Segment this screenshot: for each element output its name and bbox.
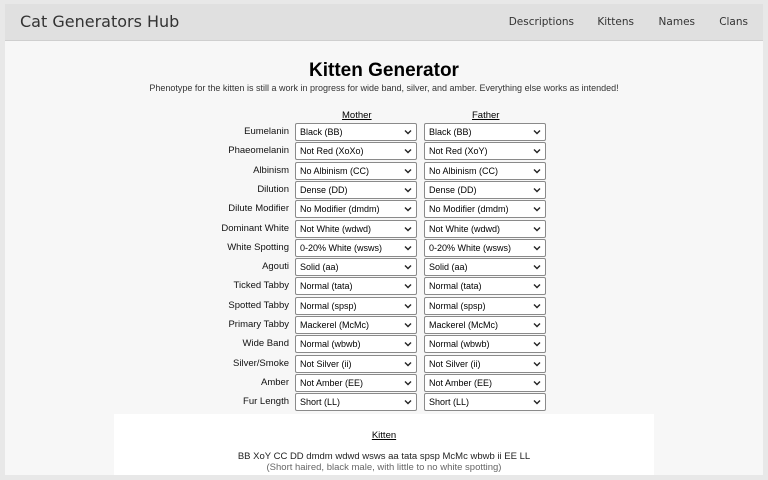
selected-value: Not Silver (ii) [429, 358, 481, 369]
gene-row-dilution [5, 181, 763, 200]
chevron-down-icon [404, 303, 412, 309]
selected-value: No Modifier (dmdm) [300, 204, 380, 215]
kitten-phenotype: (Short haired, black male, with little to no white spotting) [266, 462, 502, 473]
chevron-down-icon [404, 187, 412, 193]
chevron-down-icon [533, 303, 541, 309]
chevron-down-icon [404, 226, 412, 232]
nav-link-kittens[interactable]: Kittens [597, 16, 634, 28]
selected-value: Mackerel (McMc) [429, 320, 498, 330]
selected-value: No Albinism (CC) [300, 165, 370, 176]
mother-column-header: Mother [342, 110, 372, 121]
gene-row-eumelanin [5, 123, 763, 142]
gene-row-amber [5, 374, 763, 393]
chevron-down-icon [533, 283, 541, 289]
father-eumelanin-select[interactable] [424, 123, 546, 141]
selected-value: Not Red (XoXo) [300, 146, 364, 157]
gene-label: Dominant White [221, 222, 289, 234]
gene-row-albinism [5, 162, 763, 181]
kitten-heading: Kitten [371, 430, 397, 441]
gene-row-silver-smoke [5, 355, 763, 374]
chevron-down-icon [533, 226, 541, 232]
nav-link-descriptions[interactable]: Descriptions [508, 16, 574, 28]
gene-label: Dilute Modifier [228, 203, 289, 215]
father-white-spotting-select[interactable] [424, 239, 546, 257]
chevron-down-icon [533, 168, 541, 174]
selected-value: No Modifier (dmdm) [429, 204, 509, 215]
selected-value: Normal (wbwb) [429, 339, 490, 350]
chevron-down-icon [404, 129, 412, 135]
chevron-down-icon [404, 399, 412, 405]
selected-value: Normal (tata) [429, 281, 482, 292]
gene-label: Phaeomelanin [228, 145, 289, 157]
chevron-down-icon [404, 168, 412, 174]
selected-value: 0-20% White (wsws) [300, 242, 383, 253]
selected-value: Solid (aa) [429, 262, 468, 273]
selected-value: Not Amber (EE) [300, 377, 364, 388]
mother-dominant-white-select[interactable] [295, 220, 417, 238]
father-ticked-tabby-select[interactable] [424, 277, 546, 295]
gene-label: Wide Band [242, 338, 289, 350]
gene-label: Fur Length [243, 396, 289, 408]
chevron-down-icon [533, 206, 541, 212]
mother-dilution-select[interactable] [295, 181, 417, 199]
gene-label: White Spotting [227, 241, 289, 253]
selected-value: Black (BB) [429, 127, 472, 137]
nav-link-names[interactable]: Names [658, 16, 695, 28]
selected-value: Dense (DD) [429, 184, 477, 195]
mother-amber-select[interactable] [295, 374, 417, 392]
gene-label: Amber [261, 376, 289, 388]
father-primary-tabby-select[interactable] [424, 316, 546, 334]
mother-dilute-modifier-select[interactable] [295, 200, 417, 218]
father-phaeomelanin-select[interactable] [424, 142, 546, 160]
mother-silver-smoke-select[interactable] [295, 355, 417, 373]
chevron-down-icon [404, 264, 412, 270]
selected-value: Normal (wbwb) [300, 339, 361, 350]
chevron-down-icon [404, 380, 412, 386]
father-silver-smoke-select[interactable] [424, 355, 546, 373]
selected-value: Not Red (XoY) [429, 146, 488, 157]
father-agouti-select[interactable] [424, 258, 546, 276]
selected-value: Not White (wdwd) [300, 223, 372, 234]
chevron-down-icon [533, 148, 541, 154]
gene-label: Albinism [253, 164, 289, 176]
father-albinism-select[interactable] [424, 162, 546, 180]
gene-row-spotted-tabby [5, 297, 763, 316]
selected-value: Solid (aa) [300, 262, 339, 273]
navbar [5, 4, 763, 41]
main-content [5, 41, 763, 475]
chevron-down-icon [533, 380, 541, 386]
gene-row-ticked-tabby [5, 277, 763, 296]
chevron-down-icon [533, 322, 541, 328]
selected-value: Normal (spsp) [300, 300, 357, 311]
chevron-down-icon [404, 341, 412, 347]
mother-wide-band-select[interactable] [295, 335, 417, 353]
gene-label: Dilution [257, 183, 289, 195]
chevron-down-icon [404, 148, 412, 154]
father-column-header: Father [472, 110, 500, 121]
selected-value: Not White (wdwd) [429, 223, 501, 234]
chevron-down-icon [533, 399, 541, 405]
selected-value: Not Amber (EE) [429, 377, 493, 388]
gene-row-phaeomelanin [5, 142, 763, 161]
gene-row-white-spotting [5, 239, 763, 258]
father-amber-select[interactable] [424, 374, 546, 392]
mother-ticked-tabby-select[interactable] [295, 277, 417, 295]
chevron-down-icon [404, 322, 412, 328]
selected-value: Short (LL) [429, 397, 470, 408]
father-wide-band-select[interactable] [424, 335, 546, 353]
mother-primary-tabby-select[interactable] [295, 316, 417, 334]
gene-row-agouti [5, 258, 763, 277]
chevron-down-icon [533, 187, 541, 193]
selected-value: Black (BB) [300, 127, 343, 137]
nav-link-clans[interactable]: Clans [719, 16, 748, 28]
selected-value: Normal (spsp) [429, 300, 486, 311]
gene-row-primary-tabby [5, 316, 763, 335]
mother-agouti-select[interactable] [295, 258, 417, 276]
chevron-down-icon [533, 361, 541, 367]
mother-spotted-tabby-select[interactable] [295, 297, 417, 315]
page-subtitle: Phenotype for the kitten is still a work in progress for wide band, silver, and amber. Everything else works as intended! [149, 83, 619, 93]
selected-value: Dense (DD) [300, 184, 348, 195]
selected-value: 0-20% White (wsws) [429, 242, 512, 253]
chevron-down-icon [404, 283, 412, 289]
gene-label: Silver/Smoke [233, 357, 289, 369]
selected-value: Normal (tata) [300, 281, 353, 292]
gene-label: Eumelanin [244, 126, 289, 137]
mother-phaeomelanin-select[interactable] [295, 142, 417, 160]
selected-value: Not Silver (ii) [300, 358, 352, 369]
brand-logo[interactable]: Cat Generators Hub [20, 12, 180, 31]
mother-white-spotting-select[interactable] [295, 239, 417, 257]
selected-value: No Albinism (CC) [429, 165, 499, 176]
gene-row-dilute-modifier [5, 200, 763, 219]
father-dilution-select[interactable] [424, 181, 546, 199]
father-dilute-modifier-select[interactable] [424, 200, 546, 218]
chevron-down-icon [533, 341, 541, 347]
page-title: Kitten Generator [309, 60, 459, 81]
chevron-down-icon [533, 129, 541, 135]
chevron-down-icon [533, 245, 541, 251]
father-dominant-white-select[interactable] [424, 220, 546, 238]
gene-label: Ticked Tabby [233, 280, 289, 292]
chevron-down-icon [404, 206, 412, 212]
mother-albinism-select[interactable] [295, 162, 417, 180]
gene-row-wide-band [5, 335, 763, 354]
gene-row-dominant-white [5, 220, 763, 239]
chevron-down-icon [404, 245, 412, 251]
chevron-down-icon [533, 264, 541, 270]
gene-row-fur-length [5, 393, 763, 412]
father-fur-length-select[interactable] [424, 393, 546, 411]
gene-label: Agouti [262, 261, 289, 273]
mother-fur-length-select[interactable] [295, 393, 417, 411]
father-spotted-tabby-select[interactable] [424, 297, 546, 315]
mother-eumelanin-select[interactable] [295, 123, 417, 141]
gene-label: Spotted Tabby [228, 299, 289, 311]
selected-value: Mackerel (McMc) [300, 320, 369, 330]
gene-label: Primary Tabby [228, 319, 289, 330]
selected-value: Short (LL) [300, 397, 341, 408]
chevron-down-icon [404, 361, 412, 367]
kitten-result-panel [114, 414, 654, 475]
kitten-genotype: BB XoY CC DD dmdm wdwd wsws aa tata spsp McMc wbwb ii EE LL [237, 451, 531, 462]
